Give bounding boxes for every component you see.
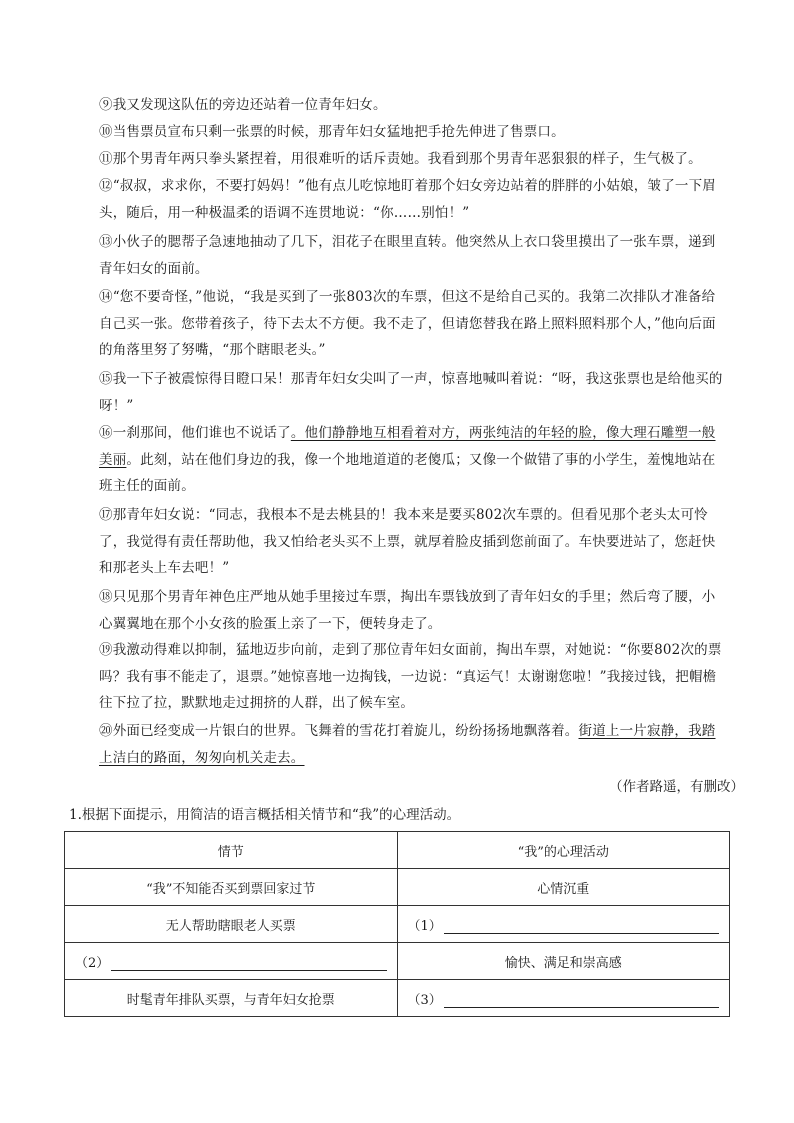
paragraph-20: [99, 718, 723, 771]
table-row: [65, 980, 730, 1017]
blank-3-number: （3）: [407, 992, 442, 1008]
header-mood: “我”的心理活动: [397, 832, 730, 869]
row4-plot: 时髦青年排队买票，与青年妇女抢票: [65, 980, 398, 1017]
paragraph-11: ⑪那个男青年两只拳头紧捏着，用很难听的话斥责她。我看到那个男青年恶狠狠的样子，生气极了。: [99, 151, 702, 167]
row2-mood: [397, 906, 730, 943]
paragraph-16-pre: ⑯一刹那间，他们谁也不说话了: [99, 425, 291, 441]
answer-blank-2[interactable]: [75, 952, 387, 971]
table-row: [65, 906, 730, 943]
answer-blank-1[interactable]: [408, 915, 720, 934]
row3-mood: 愉快、满足和崇高感: [397, 943, 730, 980]
paragraph-16-post: 。此刻，站在他们身边的我，像一个地地道道的老傻瓜；又像一个做错了事的小学生，羞愧地站在班主任的面前。: [99, 451, 716, 494]
answer-table: [64, 831, 730, 1017]
row2-plot: 无人帮助瞎眼老人买票: [65, 906, 398, 943]
paragraph-17: ⑰那青年妇女说：“同志，我根本不是去桃县的！我本来是要买802次车票的。但看见那个老头太可怜了，我觉得有责任帮助他，我又怕给老头买不上票，就厚着脸皮插到您前面了。车快要进站了，您赶快和那老头上车去吧！”: [99, 507, 716, 576]
paragraph-9: ⑨我又发现这队伍的旁边还站着一位青年妇女。: [99, 97, 387, 113]
blank-1-number: （1）: [407, 918, 442, 934]
row4-mood: [397, 980, 730, 1017]
paragraph-15: ⑮我一下子被震惊得目瞪口呆！那青年妇女尖叫了一声，惊喜地喊叫着说：“呀，我这张票也是给他买的呀！”: [99, 371, 723, 414]
paragraph-16: [99, 420, 723, 500]
row1-mood: 心情沉重: [397, 869, 730, 906]
paragraph-10: ⑩当售票员宣布只剩一张票的时候，那青年妇女猛地把手抢先伸进了售票口。: [99, 124, 565, 140]
paragraph-16-underlined: 。他们静静地互相看着对方，两张纯洁的年轻的脸，像大理石雕塑一般美丽: [99, 425, 716, 468]
paragraph-13: ⑬小伙子的腮帮子急速地抽动了几下，泪花子在眼里直转。他突然从上衣口袋里摸出了一张车票，递到青年妇女的面前。: [99, 234, 716, 277]
row3-plot: [65, 943, 398, 980]
paragraph-19: ⑲我激动得难以抑制，猛地迈步向前，走到了那位青年妇女面前，掏出车票，对她说：“你要802次的票吗？我有事不能走了，退票。”她惊喜地一边掏钱，一边说：“真运气！太谢谢您啦！”我接过钱，把帽檐往下拉了拉，默默地走过拥挤的人群，出了候车室。: [99, 642, 722, 711]
paragraph-18: ⑱只见那个男青年神色庄严地从她手里接过车票，掏出车票钱放到了青年妇女的手里；然后弯了腰，小心翼翼地在那个小女孩的脸蛋上亲了一下，便转身走了。: [99, 589, 716, 632]
paragraph-12: ⑫“叔叔，求求你，不要打妈妈！”他有点儿吃惊地盯着那个妇女旁边站着的胖胖的小姑娘，皱了一下眉头，随后，用一种极温柔的语调不连贯地说：“你……别怕！”: [99, 178, 717, 221]
paragraph-14: ⑭“您不要奇怪，”他说，“我是买到了一张803次的车票，但这不是给自己买的。我第二次排队才准备给自己买一张。您带着孩子，待下去太不方便。我不走了，但请您替我在路上照料照料那个人，”他向后面的角落里努了努嘴，“那个瞎眼老头。”: [99, 289, 716, 358]
author-credit: （作者路遥，有删改）: [609, 779, 744, 795]
table-row: [65, 943, 730, 980]
table-header-row: [65, 832, 730, 869]
paragraph-20-underlined: 街道上一片寂静，我踏上洁白的路面，匆匆向机关走去。: [99, 723, 716, 766]
header-plot: 情节: [65, 832, 398, 869]
answer-blank-3[interactable]: [408, 989, 720, 1008]
question-1: 1.根据下面提示，用简洁的语言概括相关情节和“我”的心理活动。: [69, 807, 461, 823]
paragraph-20-pre: ⑳外面已经变成一片银白的世界。飞舞着的雪花打着旋儿，纷纷扬扬地飘落着。: [99, 723, 579, 739]
table-row: [65, 869, 730, 906]
blank-1-line: [444, 920, 719, 934]
row1-plot: “我”不知能否买到票回家过节: [65, 869, 398, 906]
blank-2-line: [111, 957, 386, 971]
blank-2-number: （2）: [75, 955, 110, 971]
blank-3-line: [444, 994, 719, 1008]
